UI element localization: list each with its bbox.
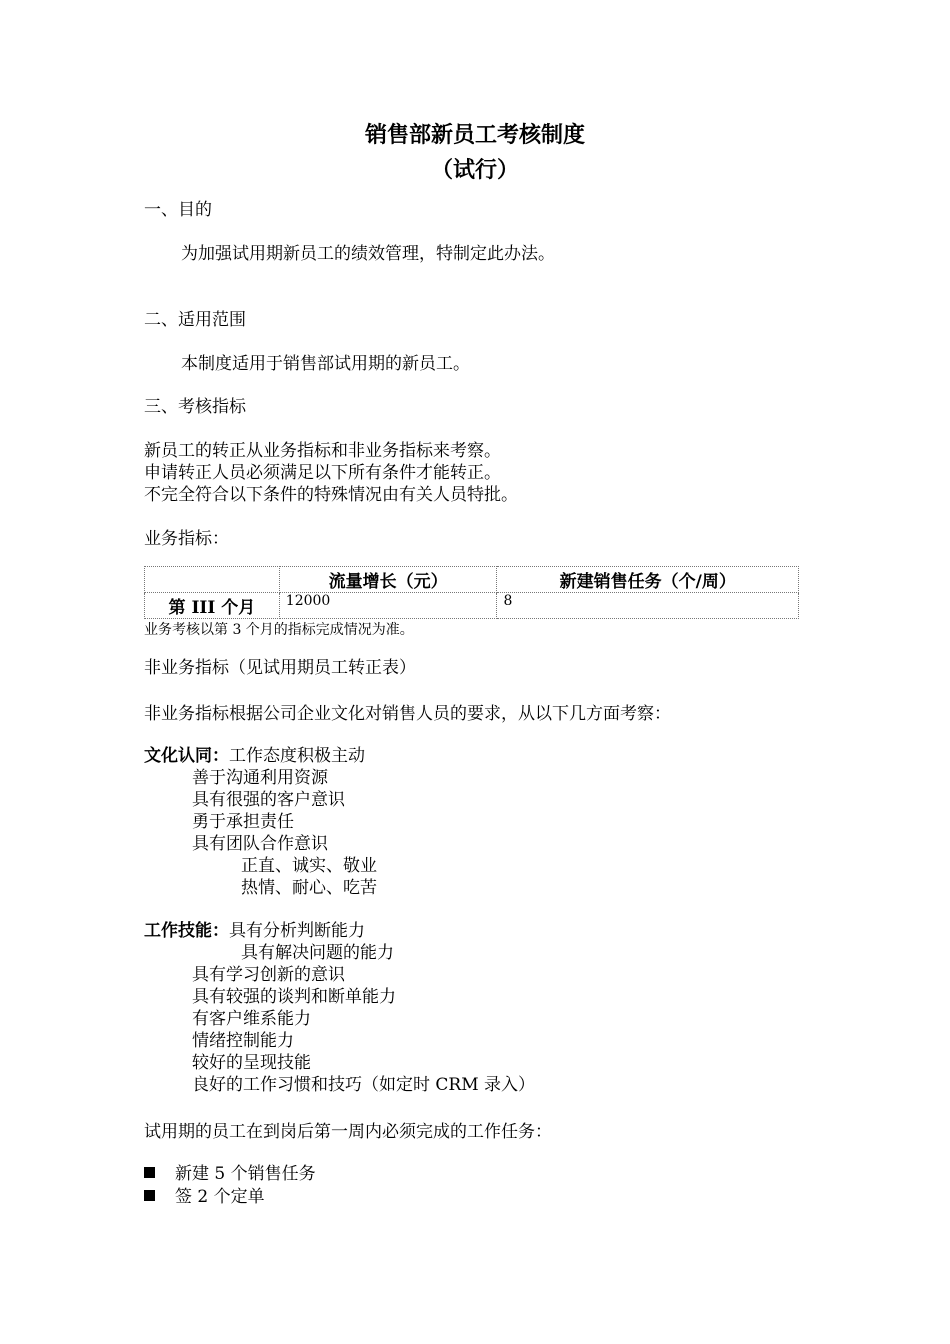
culture-item: 具有很强的客户意识: [192, 790, 345, 810]
task-text: 新建 5 个销售任务: [175, 1164, 316, 1184]
task-list-item: [144, 1163, 316, 1185]
table-header-cell: [145, 567, 280, 593]
intro-line: 申请转正人员必须满足以下所有条件才能转正。: [144, 463, 501, 483]
nonbusiness-intro: 非业务指标根据公司企业文化对销售人员的要求，从以下几方面考察：: [144, 704, 671, 724]
business-metrics-label: 业务指标：: [144, 529, 229, 549]
table-cell-traffic-growth: 12000: [279, 593, 497, 619]
section-2-heading: 二、适用范围: [144, 310, 246, 330]
skills-first-item: 具有分析判断能力: [229, 921, 365, 941]
section-1-text: 为加强试用期新员工的绩效管理，特制定此办法。: [181, 244, 555, 264]
skills-item: 良好的工作习惯和技巧（如定时 CRM 录入）: [192, 1075, 536, 1095]
skills-item: 具有较强的谈判和断单能力: [192, 987, 396, 1007]
skills-label: 工作技能：: [144, 921, 229, 941]
table-row: [145, 593, 799, 619]
table-row-label: 第 III 个月: [145, 593, 280, 619]
task-text: 签 2 个定单: [175, 1187, 265, 1207]
table-header-cell: 新建销售任务（个/周）: [497, 567, 799, 593]
section-1-heading: 一、目的: [144, 200, 212, 220]
task-list-item: [144, 1186, 265, 1208]
skills-item: 具有解决问题的能力: [241, 943, 394, 963]
table-header-row: [145, 567, 799, 593]
culture-sub-item: 正直、诚实、敬业: [241, 856, 377, 876]
skills-item: 情绪控制能力: [192, 1031, 294, 1051]
document-subtitle: （试行）: [430, 157, 519, 183]
skills-line: [144, 920, 365, 942]
document-title: 销售部新员工考核制度: [364, 122, 585, 148]
culture-item: 勇于承担责任: [192, 812, 294, 832]
culture-item: 具有团队合作意识: [192, 834, 328, 854]
culture-sub-item: 热情、耐心、吃苦: [241, 878, 377, 898]
culture-line: [144, 745, 365, 767]
nonbusiness-label: 非业务指标（见试用期员工转正表）: [144, 658, 416, 678]
culture-label: 文化认同：: [144, 746, 229, 766]
tasks-intro: 试用期的员工在到岗后第一周内必须完成的工作任务：: [144, 1122, 552, 1142]
skills-item: 具有学习创新的意识: [192, 965, 345, 985]
intro-line: 不完全符合以下条件的特殊情况由有关人员特批。: [144, 485, 518, 505]
table-header-cell: 流量增长（元）: [279, 567, 497, 593]
table-cell-new-sales-tasks: 8: [497, 593, 799, 619]
culture-item: 善于沟通利用资源: [192, 768, 328, 788]
section-3-heading: 三、考核指标: [144, 397, 246, 417]
skills-item: 有客户维系能力: [192, 1009, 311, 1029]
square-bullet-icon: [144, 1167, 155, 1178]
square-bullet-icon: [144, 1190, 155, 1201]
skills-item: 较好的呈现技能: [192, 1053, 311, 1073]
section-2-text: 本制度适用于销售部试用期的新员工。: [181, 354, 470, 374]
intro-line: 新员工的转正从业务指标和非业务指标来考察。: [144, 441, 501, 461]
culture-first-item: 工作态度积极主动: [229, 746, 365, 766]
table-note: 业务考核以第 3 个月的指标完成情况为准。: [144, 622, 414, 638]
business-metrics-table: [144, 566, 799, 619]
